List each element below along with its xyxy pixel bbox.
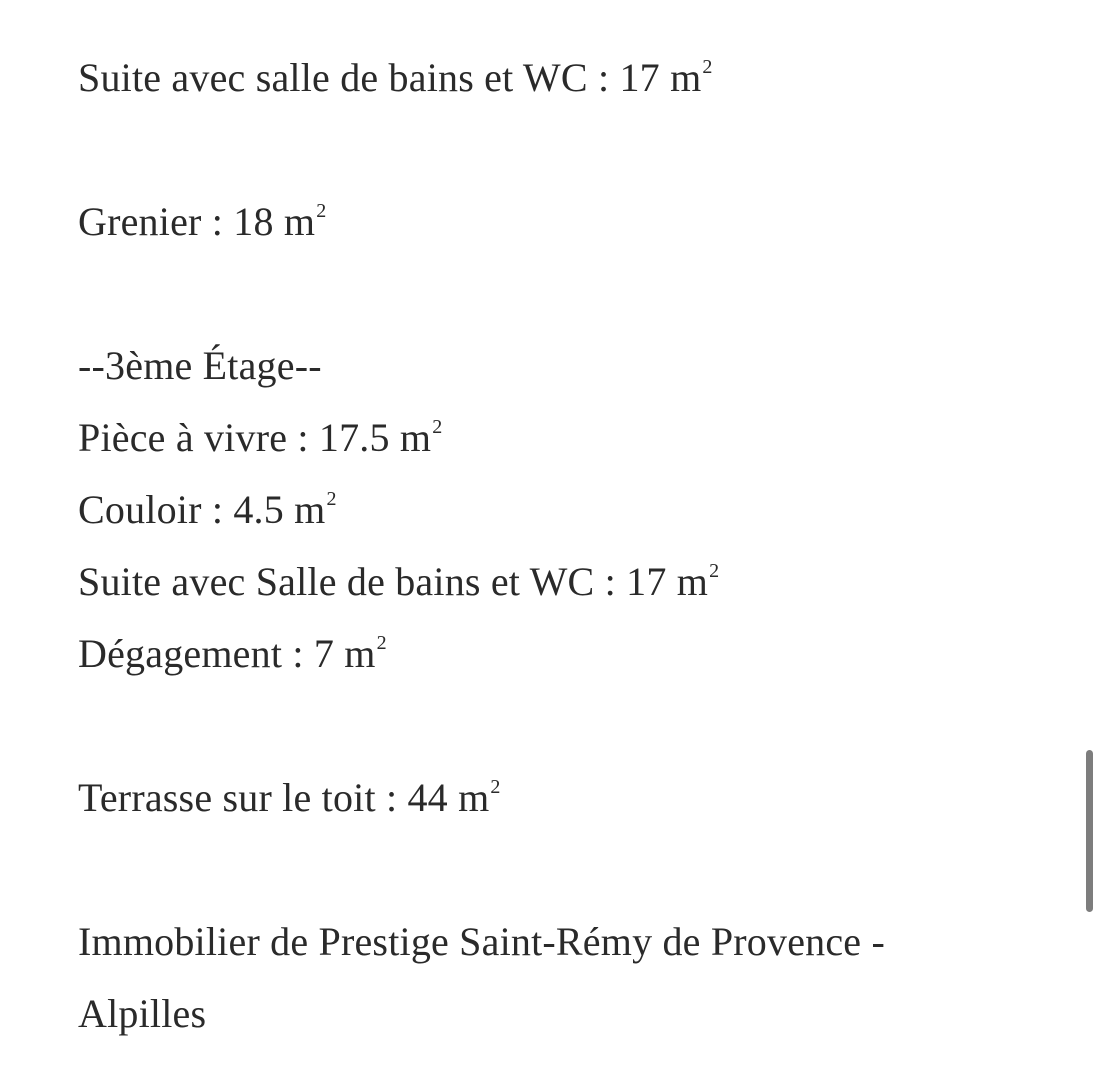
square-superscript: 2: [490, 776, 501, 798]
square-superscript: 2: [326, 488, 337, 510]
spacer: [78, 114, 1038, 186]
room-line-degagement: [78, 618, 1038, 690]
square-superscript: 2: [316, 200, 327, 222]
spacer: [78, 834, 1038, 906]
room-text: Pièce à vivre : 17.5 m: [78, 415, 432, 460]
room-text: Suite avec Salle de bains et WC : 17 m: [78, 559, 709, 604]
listing-description: [78, 42, 1038, 1050]
room-text: Dégagement : 7 m: [78, 631, 376, 676]
room-line-terrasse: [78, 762, 1038, 834]
room-line-suite-floor2: [78, 42, 1038, 114]
agency-footer: Immobilier de Prestige Saint-Rémy de Provence - Alpilles: [78, 919, 885, 1036]
room-line-suite-floor3: [78, 546, 1038, 618]
scrollbar-thumb[interactable]: [1086, 750, 1093, 912]
square-superscript: 2: [432, 416, 443, 438]
room-line-piece-a-vivre: [78, 402, 1038, 474]
room-text: Grenier : 18 m: [78, 199, 316, 244]
room-line-grenier: [78, 186, 1038, 258]
square-superscript: 2: [709, 560, 720, 582]
spacer: [78, 690, 1038, 762]
square-superscript: 2: [376, 632, 387, 654]
room-text: Suite avec salle de bains et WC : 17 m: [78, 55, 702, 100]
room-line-couloir: [78, 474, 1038, 546]
square-superscript: 2: [702, 56, 713, 78]
room-text: Couloir : 4.5 m: [78, 487, 326, 532]
spacer: [78, 258, 1038, 330]
floor-heading: --3ème Étage--: [78, 343, 322, 388]
room-text: Terrasse sur le toit : 44 m: [78, 775, 490, 820]
